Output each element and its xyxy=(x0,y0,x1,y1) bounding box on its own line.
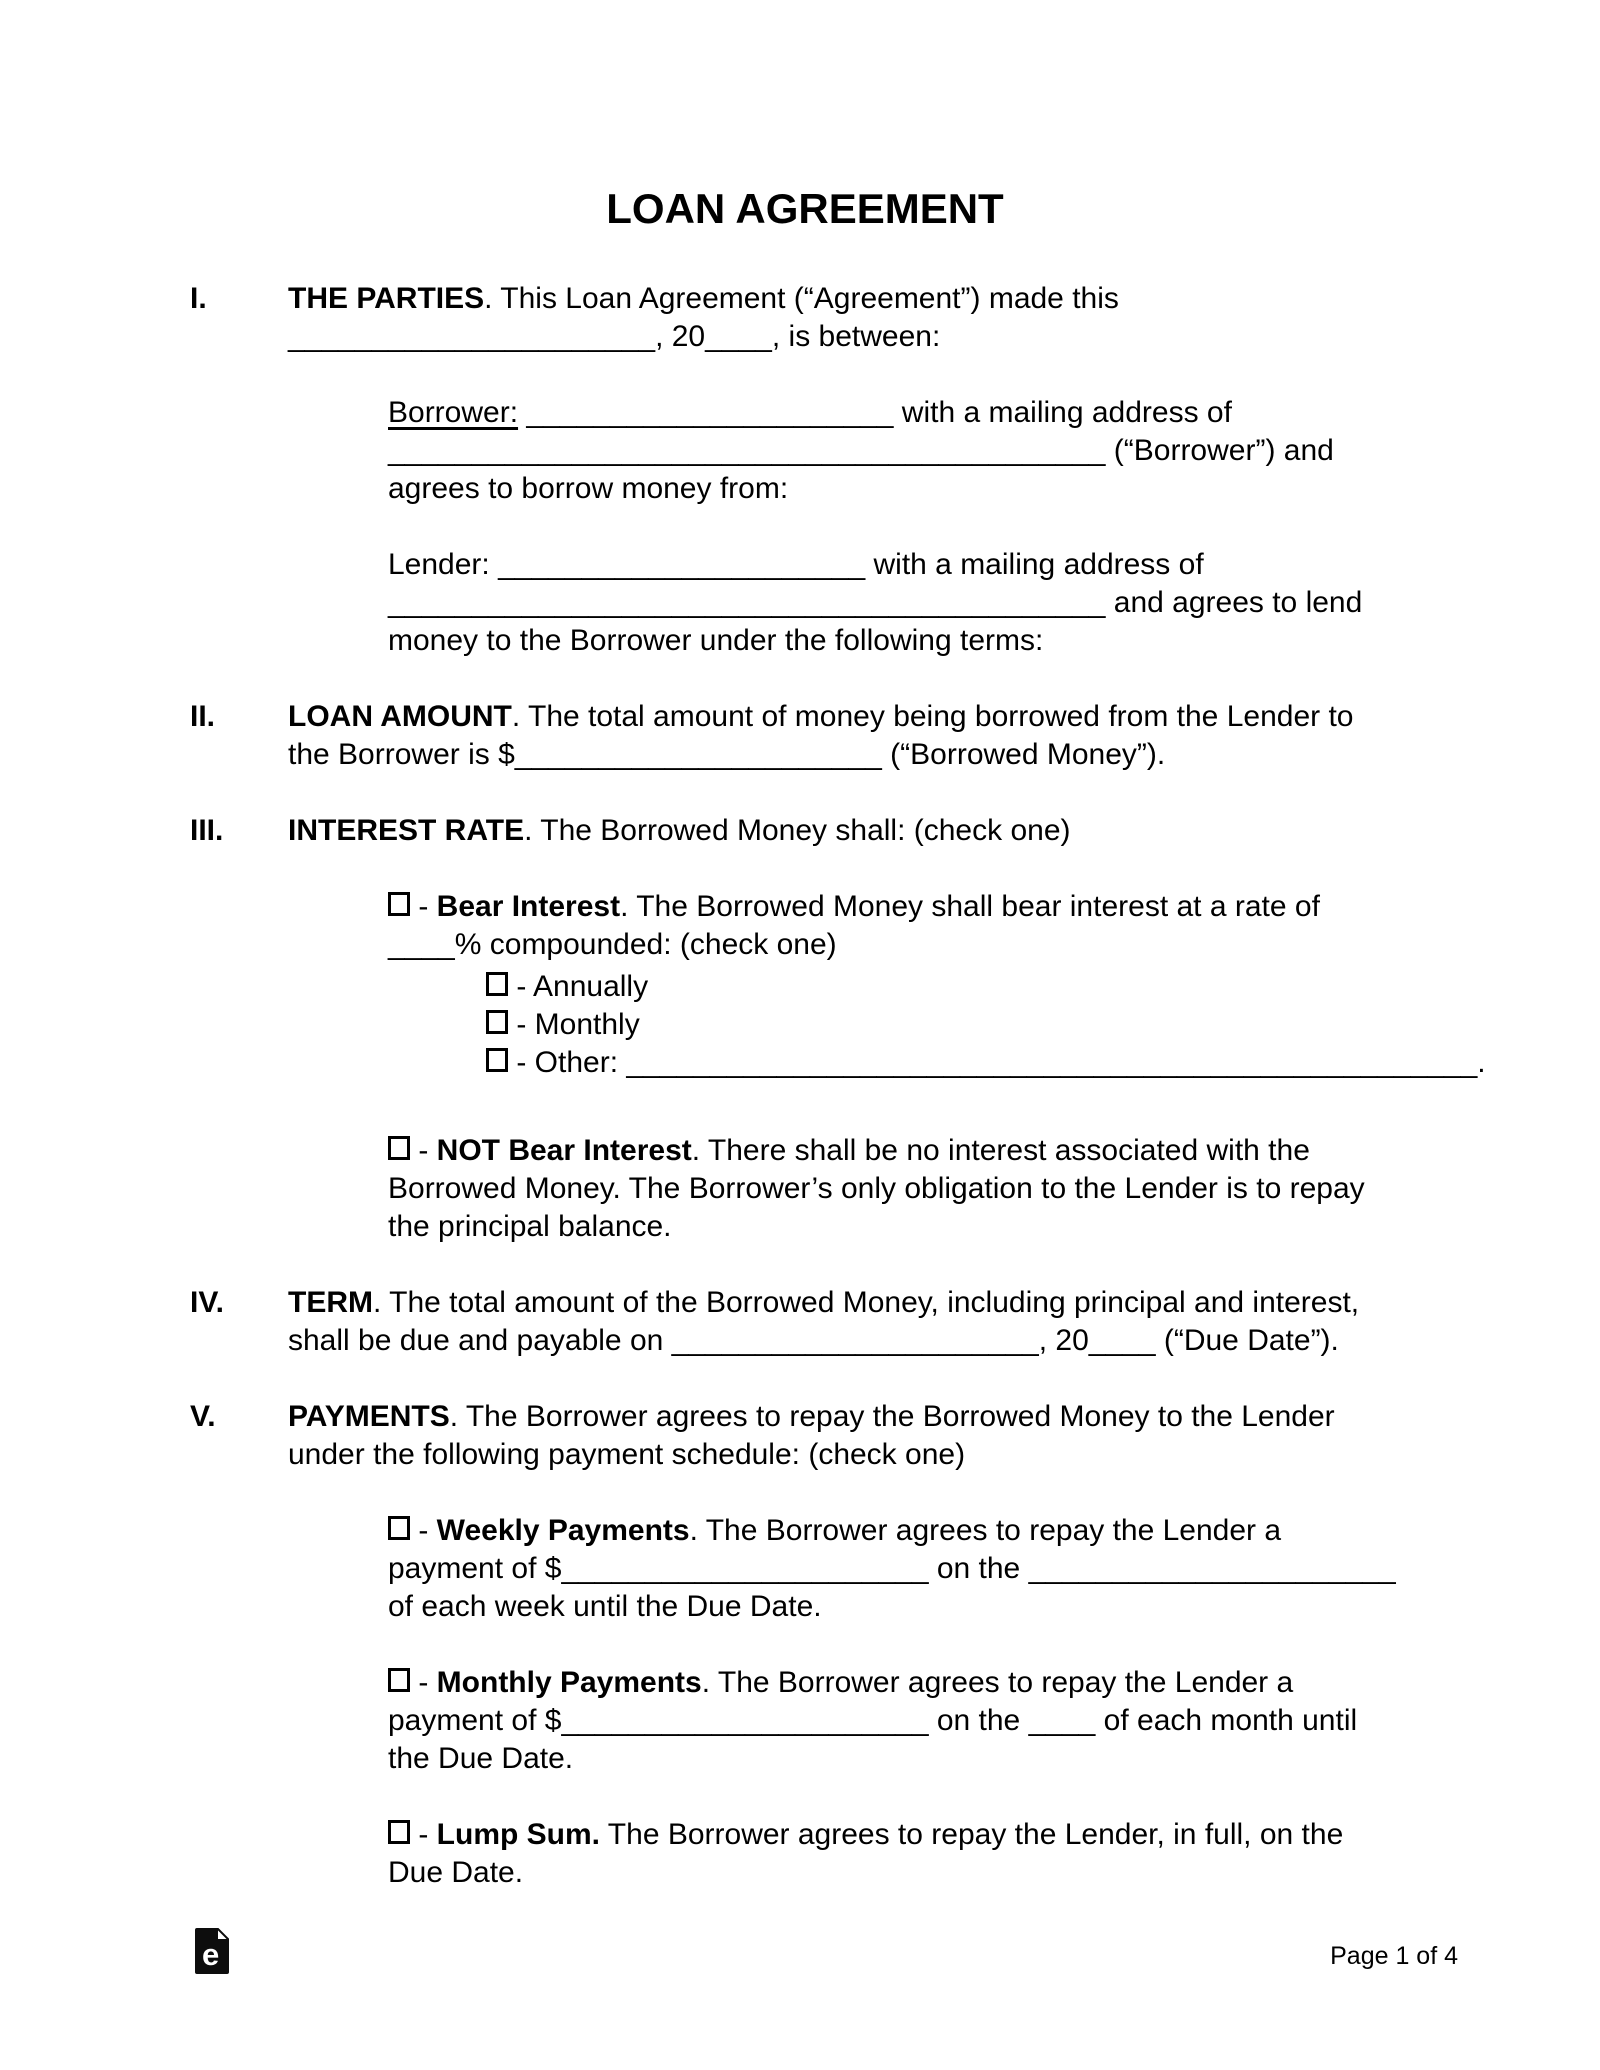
text-run: , is between: xyxy=(771,320,941,353)
text-run: the principal balance. xyxy=(388,1210,672,1243)
lender-clause xyxy=(388,546,1420,660)
text-run: - Monthly xyxy=(508,1008,640,1041)
fill-in-blank[interactable]: ____ xyxy=(388,928,455,961)
text-run: TERM xyxy=(288,1286,373,1319)
text-run: (“Borrowed Money”). xyxy=(881,738,1166,771)
text-line xyxy=(288,318,1119,356)
text-run: on the xyxy=(928,1552,1029,1585)
fill-in-blank[interactable]: ______________________ xyxy=(288,320,656,353)
text-run: with a mailing address of xyxy=(893,396,1232,429)
section-text xyxy=(288,1284,1359,1360)
text-run: % compounded: (check one) xyxy=(454,928,837,961)
text-run: Borrower: xyxy=(388,396,519,429)
compound-frequency-options xyxy=(486,968,1486,1082)
borrower-clause xyxy=(388,394,1420,508)
text-run: and agrees to lend xyxy=(1105,586,1363,619)
page-title: LOAN AGREEMENT xyxy=(606,185,1004,232)
text-run: . The Borrower agrees to repay the Lender a xyxy=(689,1514,1282,1547)
checkbox-icon[interactable] xyxy=(388,1820,410,1844)
text-line xyxy=(388,584,1420,622)
text-line xyxy=(388,432,1420,470)
text-line xyxy=(288,280,1119,318)
text-run: INTEREST RATE xyxy=(288,814,525,847)
logo-letter: e xyxy=(202,1937,220,1972)
section-3-interest-rate xyxy=(190,812,1420,850)
fill-in-blank[interactable]: ______________________ xyxy=(514,738,882,771)
text-run: THE PARTIES xyxy=(288,282,485,315)
fill-in-blank[interactable]: ___________________________________________________ xyxy=(626,1046,1478,1079)
fill-in-blank[interactable]: ______________________ xyxy=(671,1324,1039,1357)
fill-in-blank[interactable]: ______________________ xyxy=(561,1704,929,1737)
document-body xyxy=(190,280,1486,1892)
monthly-payments-option xyxy=(388,1664,1420,1778)
text-line xyxy=(388,1854,1420,1892)
text-run: on the xyxy=(928,1704,1029,1737)
checkbox-icon[interactable] xyxy=(388,1136,410,1160)
text-line xyxy=(486,1006,1420,1044)
fill-in-blank[interactable]: ______________________ xyxy=(498,548,866,581)
text-line xyxy=(288,736,1353,774)
document-icon xyxy=(195,1928,229,1974)
section-numeral: V. xyxy=(190,1400,216,1433)
checkbox-icon[interactable] xyxy=(388,892,410,916)
text-line xyxy=(388,1702,1420,1740)
text-run: . The Borrower agrees to repay the Lender a xyxy=(701,1666,1294,1699)
text-run: - xyxy=(410,1134,437,1167)
text-run: PAYMENTS xyxy=(288,1400,450,1433)
text-line xyxy=(388,1816,1420,1854)
text-run: The Borrower agrees to repay the Lender, in full, on the xyxy=(600,1818,1344,1851)
text-run: - Annually xyxy=(508,970,649,1003)
not-bear-interest-option xyxy=(388,1132,1420,1246)
text-line xyxy=(388,546,1420,584)
fill-in-blank[interactable]: ______________________ xyxy=(1028,1552,1396,1585)
text-run: . This Loan Agreement (“Agreement”) made this xyxy=(484,282,1119,315)
text-line xyxy=(388,1512,1420,1550)
section-text xyxy=(288,280,1119,356)
text-run: under the following payment schedule: (check one) xyxy=(288,1438,966,1471)
section-text xyxy=(288,698,1353,774)
fill-in-blank[interactable]: ___________________________________________ xyxy=(388,586,1106,619)
lump-sum-option xyxy=(388,1816,1420,1892)
section-5-payments xyxy=(190,1398,1420,1474)
text-run: . The total amount of money being borrowed from the Lender to xyxy=(511,700,1354,733)
text-run: Lender: xyxy=(388,548,499,581)
text-run: - xyxy=(410,1666,437,1699)
text-run: payment of $ xyxy=(388,1552,562,1585)
text-line xyxy=(288,1322,1359,1360)
section-text xyxy=(288,1398,1335,1474)
text-line xyxy=(486,968,1420,1006)
text-line xyxy=(388,1208,1420,1246)
text-run: money to the Borrower under the following terms: xyxy=(388,624,1044,657)
text-line xyxy=(388,1588,1420,1626)
text-line xyxy=(288,698,1353,736)
text-line xyxy=(388,1740,1420,1778)
text-run: . The Borrower agrees to repay the Borrowed Money to the Lender xyxy=(449,1400,1335,1433)
text-line xyxy=(486,1044,1486,1082)
text-line xyxy=(388,926,1420,964)
fill-in-blank[interactable]: ____ xyxy=(1028,1704,1096,1737)
section-numeral: IV. xyxy=(190,1286,224,1319)
fill-in-blank[interactable]: ____ xyxy=(1088,1324,1156,1357)
section-text xyxy=(288,812,1071,850)
checkbox-icon[interactable] xyxy=(486,1048,508,1072)
text-run: Monthly Payments xyxy=(436,1666,702,1699)
text-run: - Other: xyxy=(508,1046,627,1079)
text-run: the Borrower is $ xyxy=(288,738,515,771)
text-run: - xyxy=(410,1514,437,1547)
bear-interest-option xyxy=(388,888,1420,964)
checkbox-icon[interactable] xyxy=(388,1516,410,1540)
text-run: Due Date. xyxy=(388,1856,524,1889)
text-run: of each month until xyxy=(1095,1704,1358,1737)
text-line xyxy=(288,812,1071,850)
checkbox-icon[interactable] xyxy=(486,1010,508,1034)
text-run: NOT Bear Interest xyxy=(436,1134,692,1167)
text-line xyxy=(288,1398,1335,1436)
text-line xyxy=(388,1664,1420,1702)
section-numeral: II. xyxy=(190,700,216,733)
text-line xyxy=(388,1170,1420,1208)
text-run: . The Borrowed Money shall bear interest at a rate of xyxy=(620,890,1320,923)
text-run: shall be due and payable on xyxy=(288,1324,672,1357)
document-content xyxy=(190,185,1486,1930)
text-run: . The total amount of the Borrowed Money, including principal and interest, xyxy=(373,1286,1360,1319)
fill-in-blank[interactable]: ______________________ xyxy=(561,1552,929,1585)
text-run: , 20 xyxy=(1038,1324,1089,1357)
text-run: of each week until the Due Date. xyxy=(388,1590,822,1623)
fill-in-blank[interactable]: ____ xyxy=(705,320,772,353)
text-line xyxy=(388,888,1420,926)
text-run: payment of $ xyxy=(388,1704,562,1737)
fill-in-blank[interactable]: ______________________ xyxy=(526,396,894,429)
text-run: agrees to borrow money from: xyxy=(388,472,789,505)
checkbox-icon[interactable] xyxy=(388,1668,410,1692)
text-line xyxy=(388,622,1420,660)
section-2-loan-amount xyxy=(190,698,1420,774)
section-numeral: III. xyxy=(190,814,224,847)
text-line xyxy=(388,470,1420,508)
text-line xyxy=(388,1550,1420,1588)
text-run: Borrowed Money. The Borrower’s only obligation to the Lender is to repay xyxy=(388,1172,1365,1205)
page-number-label: Page 1 of 4 xyxy=(1330,1942,1458,1970)
text-run: . There shall be no interest associated with the xyxy=(691,1134,1310,1167)
section-1-the-parties xyxy=(190,280,1420,356)
text-line xyxy=(288,1436,1335,1474)
text-run: - xyxy=(410,890,437,923)
text-run: Lump Sum. xyxy=(436,1818,601,1851)
text-run: - xyxy=(410,1818,437,1851)
text-run: LOAN AMOUNT xyxy=(288,700,512,733)
eforms-logo xyxy=(195,1928,229,1974)
text-run: Weekly Payments xyxy=(436,1514,690,1547)
section-numeral: I. xyxy=(190,282,207,315)
text-run: with a mailing address of xyxy=(865,548,1204,581)
checkbox-icon[interactable] xyxy=(486,972,508,996)
text-run: . xyxy=(1477,1046,1486,1079)
text-run: the Due Date. xyxy=(388,1742,574,1775)
text-run: . The Borrowed Money shall: (check one) xyxy=(524,814,1071,847)
text-run: (“Due Date”). xyxy=(1155,1324,1339,1357)
section-4-term xyxy=(190,1284,1420,1360)
fill-in-blank[interactable]: ___________________________________________ xyxy=(388,434,1106,467)
weekly-payments-option xyxy=(388,1512,1420,1626)
text-line xyxy=(388,394,1420,432)
text-line xyxy=(388,1132,1420,1170)
text-line xyxy=(288,1284,1359,1322)
text-run: Bear Interest xyxy=(436,890,621,923)
text-run: (“Borrower”) and xyxy=(1105,434,1334,467)
text-run: , 20 xyxy=(655,320,706,353)
